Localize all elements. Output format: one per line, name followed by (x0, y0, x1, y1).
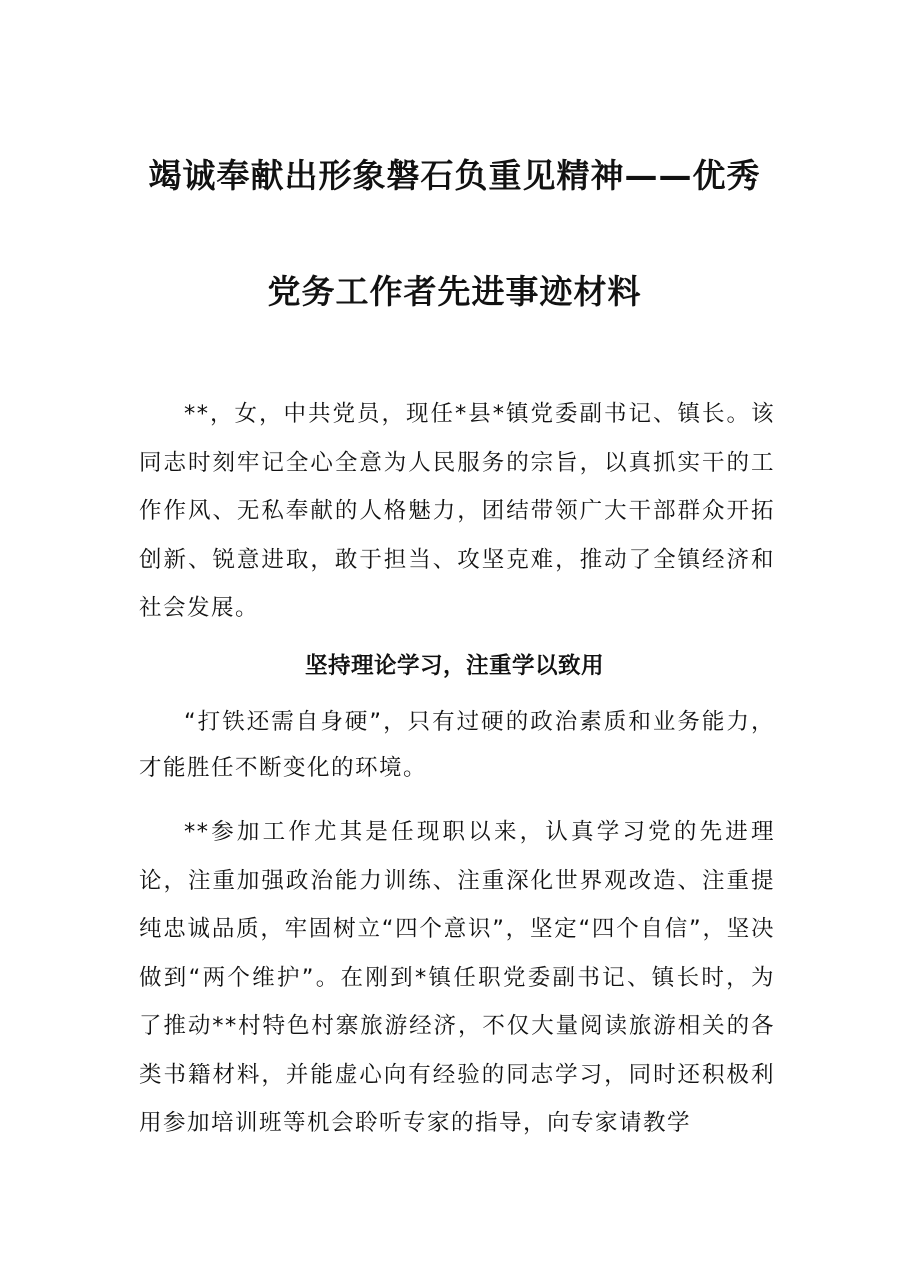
intro-paragraph: **，女，中共党员，现任*县*镇党委副书记、镇长。该同志时刻牢记全心全意为人民服务的宗旨，以真抓实干的工作作风、无私奉献的人格魅力，团结带领广大干部群众开拓创新、锐意进取，敢于担当、攻坚克难，推动了全镇经济和社会发展。 (139, 401, 775, 621)
body-paragraph-quote: “打铁还需自身硬”，只有过硬的政治素质和业务能力，才能胜任不断变化的环境。 (139, 709, 775, 781)
body-paragraph-study: **参加工作尤其是任现职以来，认真学习党的先进理论，注重加强政治能力训练、注重深化世界观改造、注重提纯忠诚品质，牢固树立“四个意识”，坚定“四个自信”，坚决做到“两个维护”。在刚到*镇任职党委副书记、镇长时，为了推动**村特色村寨旅游经济，不仅大量阅读旅游相关的各类书籍材料，并能虚心向有经验的同志学习，同时还积极利用参加培训班等机会聆听专家的指导，向专家请教学 (139, 819, 775, 1136)
document-title-line-1: 竭诚奉献出形象磐石负重见精神——优秀 (148, 156, 761, 195)
section-heading: 坚持理论学习，注重学以致用 (304, 653, 604, 679)
document-title-line-2: 党务工作者先进事迹材料 (267, 272, 642, 311)
